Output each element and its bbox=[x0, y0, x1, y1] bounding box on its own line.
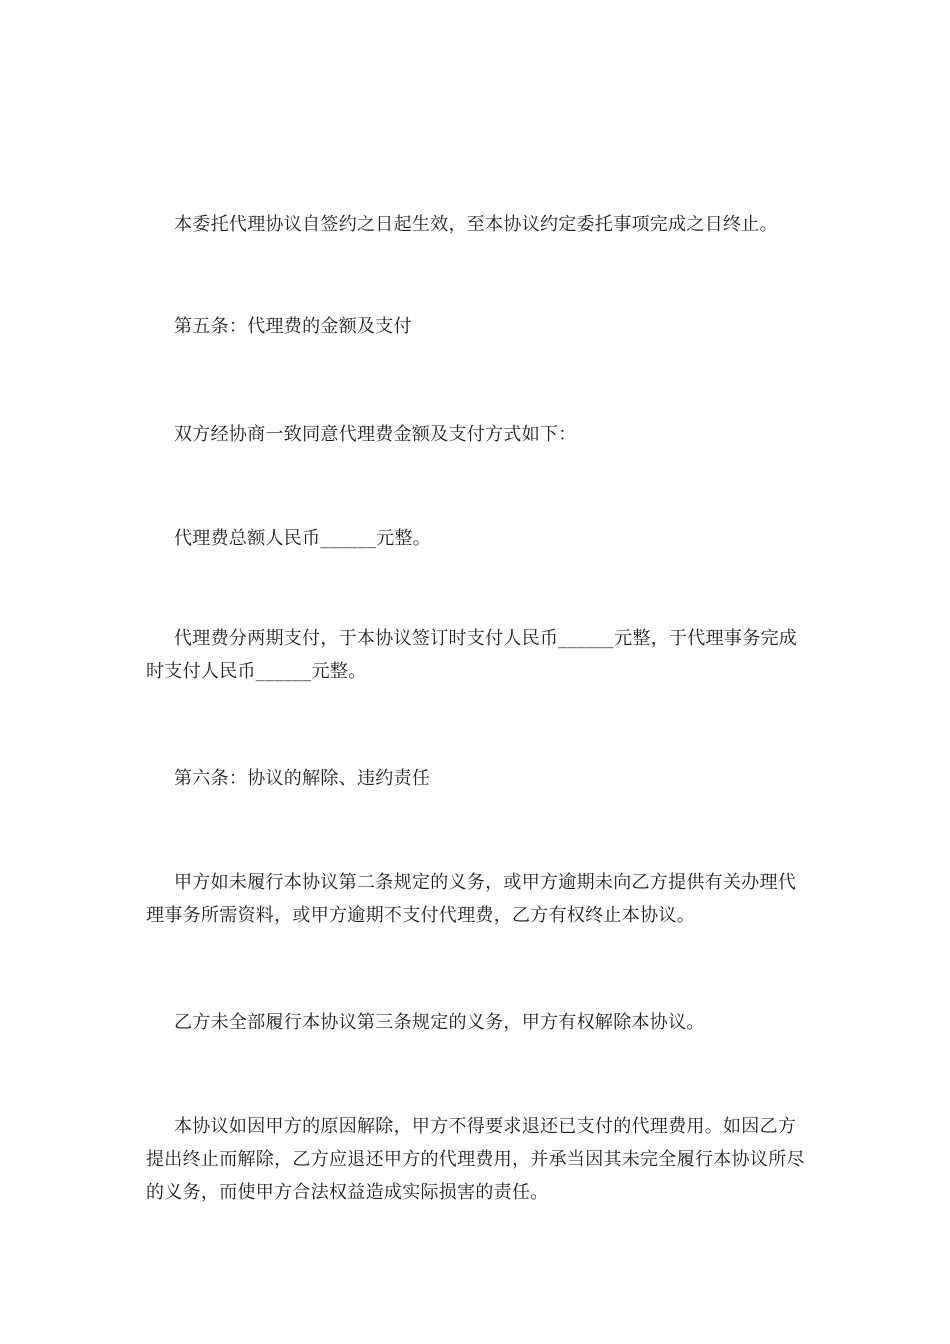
paragraph-effective-term: 本委托代理协议自签约之日起生效，至本协议约定委托事项完成之日终止。 bbox=[174, 214, 778, 235]
paragraph-fee-installments: 代理费分两期支付，于本协议签订时支付人民币______元整，于代理事务完成时支付人民币______元整。 bbox=[146, 628, 798, 682]
paragraph-termination-liability: 本协议如因甲方的原因解除，甲方不得要求退还已支付的代理费用。如因乙方提出终止而解除，乙方应退还甲方的代理费用，并承当因其未完全履行本协议所尽的义务，而使甲方合法权益造成实际损害的责任。 bbox=[146, 1116, 805, 1203]
paragraph-fee-total: 代理费总额人民币______元整。 bbox=[174, 528, 432, 549]
section-heading-article-6: 第六条：协议的解除、违约责任 bbox=[174, 768, 431, 789]
section-heading-article-5: 第五条：代理费的金额及支付 bbox=[174, 316, 412, 337]
paragraph-party-a-breach: 甲方如未履行本协议第二条规定的义务，或甲方逾期未向乙方提供有关办理代理事务所需资料，或甲方逾期不支付代理费，乙方有权终止本协议。 bbox=[146, 872, 797, 926]
paragraph-fee-agreement: 双方经协商一致同意代理费金额及支付方式如下： bbox=[174, 424, 577, 445]
paragraph-party-b-breach: 乙方未全部履行本协议第三条规定的义务，甲方有权解除本协议。 bbox=[174, 1012, 705, 1033]
